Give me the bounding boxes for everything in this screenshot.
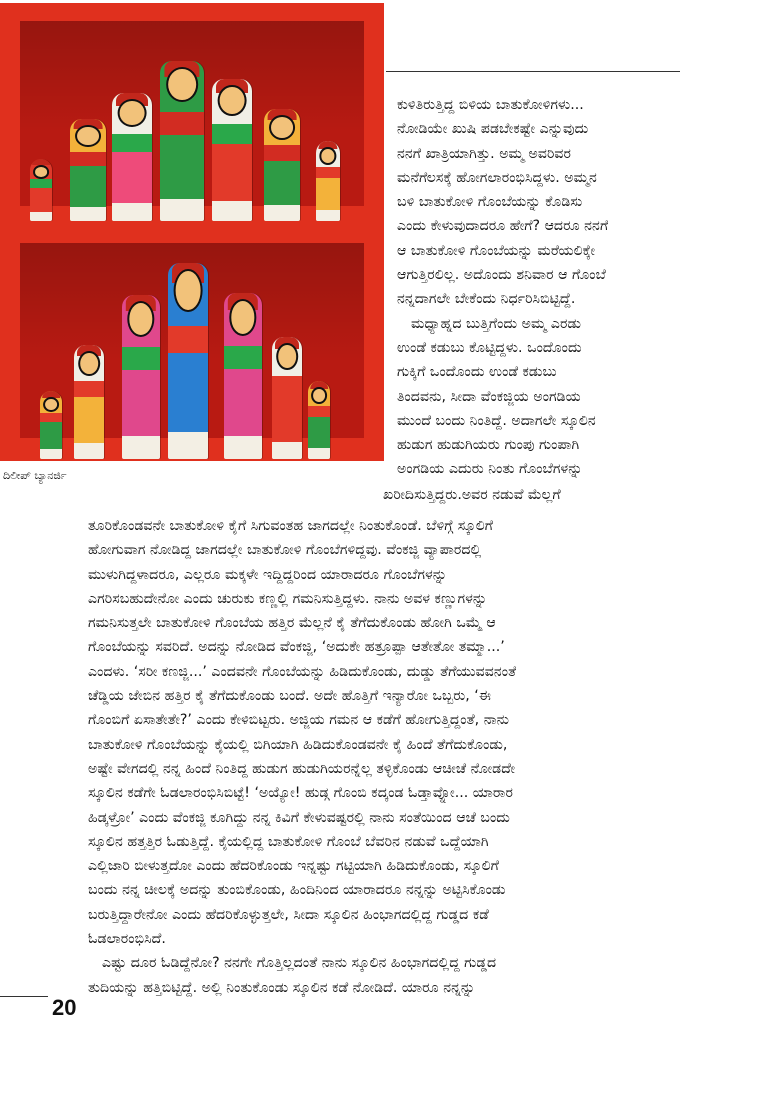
- doll-photo: [0, 3, 384, 461]
- text-line: ಗಮನಿಸುತ್ತಲೇ ಬಾತುಕೋಳಿ ಗೊಂಬೆಯ ಹತ್ತಿರ ಮೆಲ್ಲನೆ ಕೈ ತೆಗೆದುಕೊಂಡು ಹೋಗಿ ಒಮ್ಮೆ ಆ: [88, 615, 496, 632]
- text-line: ಓಡಲಾರಂಭಿಸಿದೆ.: [88, 931, 166, 948]
- text-line: ಹುಡುಗ ಹುಡುಗಿಯರು ಗುಂಪು ಗುಂಪಾಗಿ: [397, 437, 580, 454]
- doll-figure: [160, 61, 204, 221]
- text-line: ಸ್ಕೂಲಿನ ಕಡೆಗೇ ಓಡಲಾರಂಭಿಸಿಬಿಟ್ಟೆ! ‘ಅಯ್ಯೋ! ಹುಡ್ಗ ಗೊಂಬಿ ಕದ್ಕಂಡ ಓಡ್ತಾವ್ನೋ... ಯಾರಾರ: [88, 785, 513, 802]
- doll-figure: [308, 381, 330, 459]
- doll-figure: [74, 345, 104, 459]
- doll-figure: [168, 263, 208, 459]
- text-line: ಎಂದಳು. ‘ಸರೀ ಕಣಜ್ಜಿ...’ ಎಂದವನೇ ಗೊಂಬೆಯನ್ನು ಹಿಡಿದುಕೊಂಡು, ದುಡ್ಡು ತೆಗೆಯುವವನಂತೆ: [88, 663, 517, 680]
- text-line: ಎಲ್ಲಿಜಾರಿ ಬೀಳುತ್ತದೋ ಎಂದು ಹೆದರಿಕೊಂಡು ಇನ್ನಷ್ಟು ಗಟ್ಟಿಯಾಗಿ ಹಿಡಿದುಕೊಂಡು, ಸ್ಕೂಲಿಗೆ: [88, 858, 499, 875]
- doll-figure: [112, 93, 152, 221]
- photo-credit: ದಿಲೀಪ್ ಬ್ಯಾನರ್ಜಿ: [3, 469, 67, 482]
- doll-figure: [70, 119, 106, 221]
- doll-figure: [122, 295, 160, 459]
- text-line: ಚೆಡ್ಡಿಯ ಜೇಬಿನ ಹತ್ತಿರ ಕೈ ತೆಗೆದುಕೊಂಡು ಬಂದೆ. ಅದೇ ಹೊತ್ತಿಗೆ ಇನ್ಯಾರೋ ಒಬ್ಬರು, ‘ಈ: [88, 688, 492, 705]
- text-line: ಮಧ್ಯಾಹ್ನದ ಬುತ್ತಿಗೆಂದು ಅಮ್ಮ ಎರಡು: [411, 315, 582, 332]
- text-line: ಮುಳುಗಿದ್ದಳಾದರೂ, ಎಲ್ಲರೂ ಮಕ್ಕಳೇ ಇದ್ದಿದ್ದರಿಂದ ಯಾರಾದರೂ ಗೊಂಬೆಗಳನ್ನು: [88, 566, 448, 583]
- text-line: ಆ ಬಾತುಕೋಳಿ ಗೊಂಬೆಯನ್ನು ಮರೆಯಲಿಕ್ಕೇ: [397, 242, 596, 259]
- right-column-text: [397, 93, 608, 482]
- top-rule: [386, 71, 680, 72]
- transition-line: ಖರೀದಿಸುತ್ತಿದ್ದರು.ಅವರ ನಡುವೆ ಮೆಲ್ಲಗೆ: [383, 487, 561, 503]
- text-line: ಬರುತ್ತಿದ್ದಾರೇನೋ ಎಂದು ಹೆದರಿಕೊಳ್ಳುತ್ತಲೇ, ಸೀದಾ ಸ್ಕೂಲಿನ ಹಿಂಭಾಗದಲ್ಲಿದ್ದ ಗುಡ್ಡದ ಕಡೆ: [88, 906, 489, 923]
- doll-figure: [40, 391, 62, 459]
- text-line: ನನ್ನದಾಗಲೇ ಬೇಕೆಂದು ನಿರ್ಧರಿಸಿಬಿಟ್ಟಿದ್ದೆ.: [397, 291, 576, 308]
- text-line: ತೂರಿಕೊಂಡವನೇ ಬಾತುಕೋಳಿ ಕೈಗೆ ಸಿಗುವಂತಹ ಜಾಗದಲ್ಲೇ ನಿಂತುಕೊಂಡೆ. ಬೆಳಿಗ್ಗೆ ಸ್ಕೂಲಿಗೆ: [88, 518, 493, 534]
- text-line: ಹಿಡ್ಕಳ್ರೋ’ ಎಂದು ವೆಂಕಜ್ಜಿ ಕೂಗಿದ್ದು ನನ್ನ ಕಿವಿಗೆ ಕೇಳುವಷ್ಟರಲ್ಲಿ ನಾನು ಸಂತೆಯಿಂದ ಆಚೆ ಬಂದು: [88, 809, 510, 826]
- text-line: ನನಗೆ ಖಾತ್ರಿಯಾಗಿತ್ತು. ಅಮ್ಮ ಅವರಿವರ: [397, 145, 572, 162]
- doll-figure: [264, 109, 300, 221]
- text-line: ತುದಿಯನ್ನು ಹತ್ತಿಬಿಟ್ಟಿದ್ದೆ. ಅಲ್ಲಿ ನಿಂತುಕೊಂಡು ಸ್ಕೂಲಿನ ಕಡೆ ನೋಡಿದೆ. ಯಾರೂ ನನ್ನನ್ನು: [88, 979, 476, 996]
- text-line: ಆಗುತ್ತಿರಲಿಲ್ಲ. ಅದೊಂದು ಶನಿವಾರ ಆ ಗೊಂಬೆ: [397, 267, 606, 284]
- doll-figure: [212, 79, 252, 221]
- text-line: ಕುಳಿತಿರುತ್ತಿದ್ದ ಬಿಳಿಯ ಬಾತುಕೋಳಿಗಳು...: [397, 97, 584, 113]
- text-line: ಬಂದು ನನ್ನ ಚೀಲಕ್ಕೆ ಅದನ್ನು ತುಂಬಿಕೊಂಡು, ಹಿಂದಿನಿಂದ ಯಾರಾದರೂ ನನ್ನನ್ನು ಅಟ್ಟಿಸಿಕೊಂಡು: [88, 882, 506, 899]
- text-line: ಎಷ್ಟು ದೂರ ಓಡಿದ್ದೆನೋ? ನನಗೇ ಗೊತ್ತಿಲ್ಲದಂತೆ ನಾನು ಸ್ಕೂಲಿನ ಹಿಂಭಾಗದಲ್ಲಿದ್ದ ಗುಡ್ಡದ: [102, 955, 497, 972]
- doll-figure: [30, 159, 52, 221]
- bottom-rule: [0, 996, 48, 997]
- doll-figure: [316, 141, 340, 221]
- text-line: ಮನೆಗೆಲಸಕ್ಕೆ ಹೋಗಲಾರಂಭಿಸಿದ್ದಳು. ಅಮ್ಮನ: [397, 169, 597, 186]
- text-line: ಗುಕ್ಕಿಗೆ ಒಂದೊಂದು ಉಂಡೆ ಕಡುಬು: [397, 364, 557, 381]
- doll-figure: [224, 293, 262, 459]
- page-number: 20: [52, 995, 77, 1020]
- body-text: [88, 514, 516, 1000]
- text-line: ನೋಡಿಯೇ ಖುಷಿ ಪಡಬೇಕಷ್ಟೇ ಎನ್ನುವುದು: [397, 121, 589, 138]
- text-line: ಗೊಂಬಿಗೆ ಏಸಾತೇತೇ?’ ಎಂದು ಕೇಳಿಬಿಟ್ಟರು. ಅಜ್ಜಿಯ ಗಮನ ಆ ಕಡೆಗೆ ಹೋಗುತ್ತಿದ್ದಂತೆ, ನಾನು: [88, 712, 509, 729]
- text-line: ಎಗರಿಸಬಹುದೇನೋ ಎಂದು ಚುರುಕು ಕಣ್ಣಲ್ಲಿ ಗಮನಿಸುತ್ತಿದ್ದಳು. ನಾನು ಅವಳ ಕಣ್ಣುಗಳನ್ನು: [88, 590, 488, 607]
- text-line: ಉಂಡೆ ಕಡುಬು ಕೊಟ್ಟಿದ್ದಳು. ಒಂದೊಂದು: [397, 339, 582, 356]
- text-line: ಗೊಂಬೆಯನ್ನು ಸವರಿದೆ. ಅದನ್ನು ನೋಡಿದ ವೆಂಕಜ್ಜಿ, ‘ಅದುಕೇ ಹತ್ರೂಪ್ಪಾ ಆತೇತೋ ತಮ್ಮಾ...’: [88, 639, 505, 656]
- text-line: ಎಂದು ಕೇಳುವುದಾದರೂ ಹೇಗೆ? ಆದರೂ ನನಗೆ: [397, 218, 609, 235]
- text-line: ಬಾತುಕೋಳಿ ಗೊಂಬೆಯನ್ನು ಕೈಯಲ್ಲಿ ಬಿಗಿಯಾಗಿ ಹಿಡಿದುಕೊಂಡವನೇ ಕೈ ಹಿಂದೆ ತೆಗೆದುಕೊಂಡು,: [88, 736, 508, 753]
- text-line: ಅಷ್ಟೇ ವೇಗದಲ್ಲಿ ನನ್ನ ಹಿಂದೆ ನಿಂತಿದ್ದ ಹುಡುಗ ಹುಡುಗಿಯರನ್ನೆಲ್ಲ ತಳ್ಳಿಕೊಂಡು ಆಚೀಚೆ ನೋಡದೇ: [88, 760, 516, 777]
- text-line: ಸ್ಕೂಲಿನ ಹತ್ತತ್ತಿರ ಓಡುತ್ತಿದ್ದೆ. ಕೈಯಲ್ಲಿದ್ದ ಬಾತುಕೋಳಿ ಗೊಂಬೆ ಬೆವರಿನ ನಡುವೆ ಒದ್ದೆಯಾಗಿ: [88, 833, 489, 850]
- text-line: ತಿಂದವನು, ಸೀದಾ ವೆಂಕಜ್ಜಿಯ ಅಂಗಡಿಯ: [397, 388, 581, 405]
- doll-figure: [272, 337, 302, 459]
- text-line: ಹೋಗುವಾಗ ನೋಡಿದ್ದ ಜಾಗದಲ್ಲೇ ಬಾತುಕೋಳಿ ಗೊಂಬೆಗಳಿದ್ದವು. ವೆಂಕಜ್ಜಿ ವ್ಯಾಪಾರದಲ್ಲಿ: [88, 542, 482, 559]
- text-line: ಅಂಗಡಿಯ ಎದುರು ನಿಂತು ಗೊಂಬೆಗಳನ್ನು: [397, 461, 583, 478]
- text-line: ಬಳಿ ಬಾತುಕೋಳಿ ಗೊಂಬೆಯನ್ನು ಕೊಡಿಸು: [397, 194, 583, 211]
- text-line: ಮುಂದೆ ಬಂದು ನಿಂತಿದ್ದೆ. ಅದಾಗಲೇ ಸ್ಕೂಲಿನ: [397, 412, 596, 429]
